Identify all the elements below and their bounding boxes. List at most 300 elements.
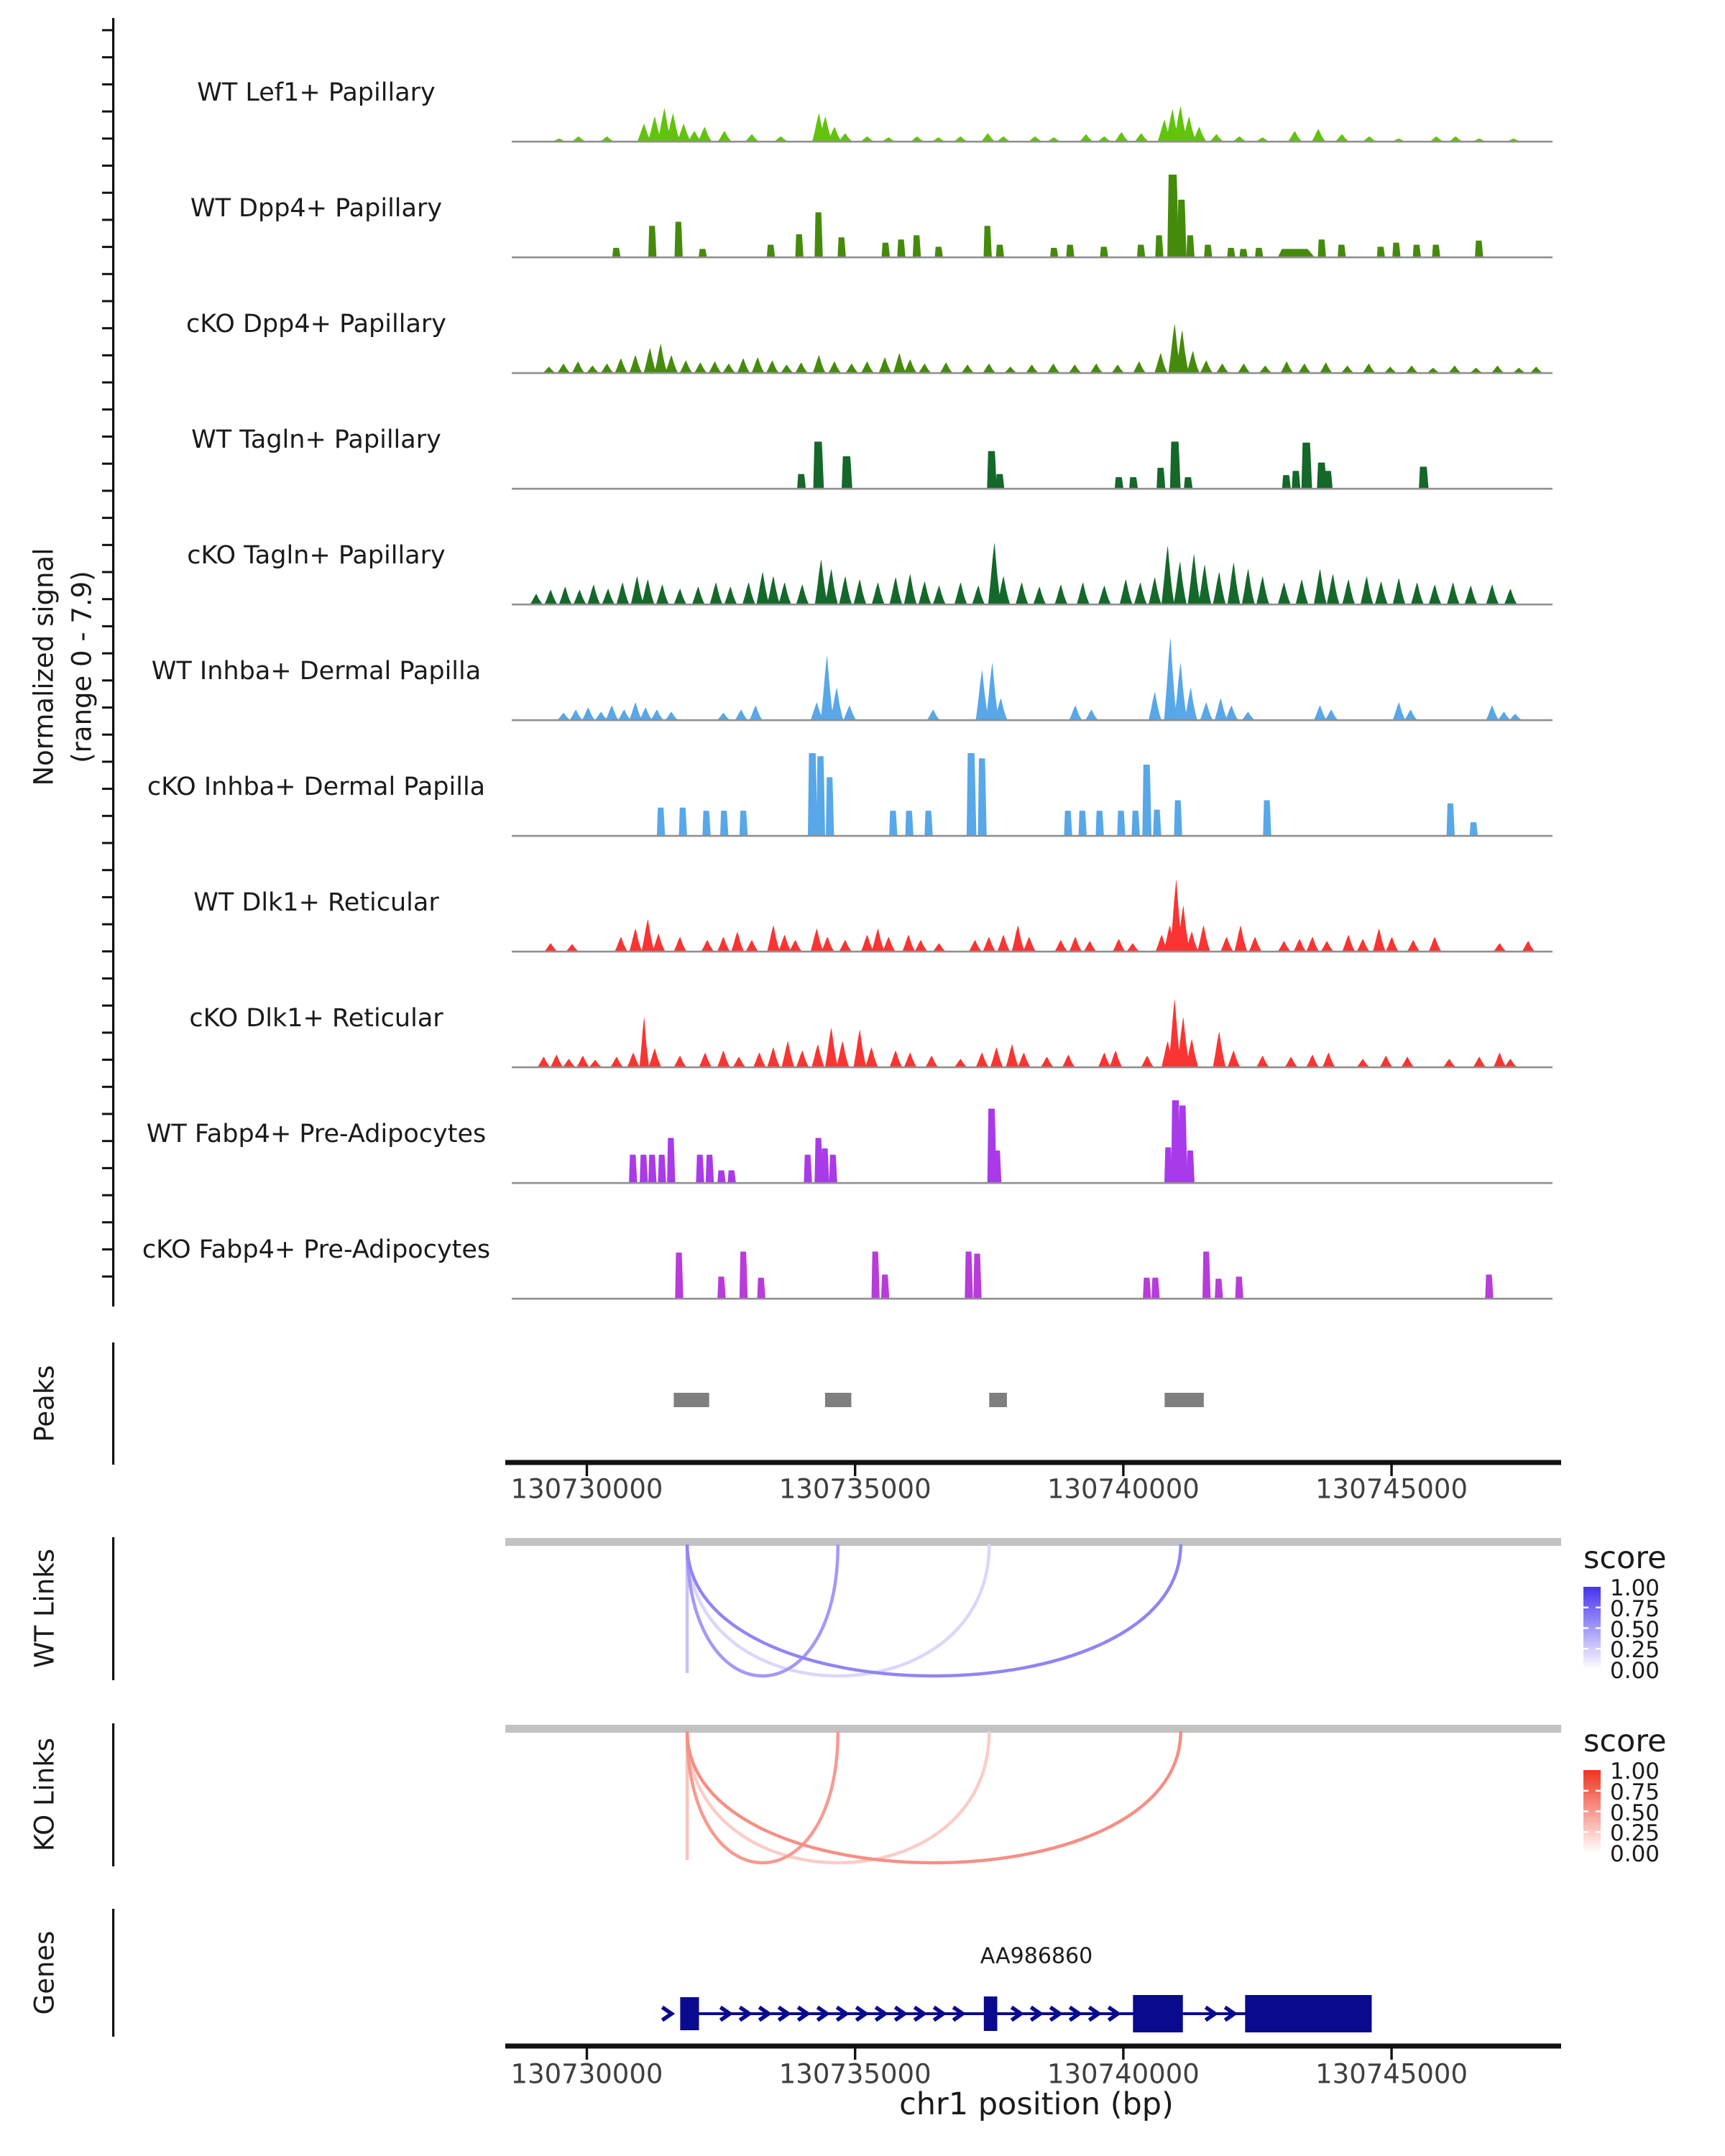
signal-area: [1432, 245, 1440, 258]
signal-area: [983, 364, 995, 373]
y-axis-tick: [102, 1248, 114, 1250]
signal-area: [576, 1056, 589, 1067]
y-axis-tick: [102, 300, 114, 303]
y-axis-tick: [102, 327, 114, 329]
signal-area: [648, 226, 656, 257]
signal-area: [1475, 241, 1484, 257]
signal-area: [1018, 1053, 1031, 1067]
signal-area: [1143, 1278, 1151, 1299]
signal-area: [1255, 248, 1263, 257]
x-tick-label-top: 130730000: [510, 1473, 663, 1505]
y-axis-tick: [102, 571, 114, 573]
y-axis-tick: [102, 598, 114, 600]
signal-area: [1294, 939, 1307, 952]
signal-area: [976, 1053, 989, 1067]
signal-area: [587, 584, 600, 604]
signal-area: [778, 582, 791, 604]
link-arc: [687, 1731, 838, 1863]
signal-area: [735, 709, 748, 720]
signal-area: [904, 1053, 917, 1067]
signal-area: [1249, 937, 1262, 952]
signal-area: [919, 364, 932, 373]
signal-area: [933, 943, 946, 952]
signal-area: [680, 361, 693, 374]
y-axis-tick: [102, 489, 114, 492]
signal-area: [1188, 554, 1201, 604]
signal-area: [1187, 235, 1195, 257]
signal-area: [1288, 131, 1302, 142]
signal-area: [1485, 1275, 1493, 1299]
score-legend-label: 0.00: [1610, 1841, 1660, 1867]
score-legend-label: 0.75: [1610, 1779, 1660, 1805]
signal-area: [998, 935, 1011, 952]
signal-area: [1361, 576, 1374, 604]
signal-baseline: [512, 835, 1552, 837]
signal-area: [1154, 353, 1167, 373]
signal-area: [694, 362, 707, 373]
signal-area: [650, 709, 663, 720]
signal-area: [935, 247, 943, 257]
signal-area: [1413, 245, 1421, 258]
signal-area: [1363, 364, 1376, 373]
signal-area: [1213, 572, 1226, 604]
y-axis-tick: [102, 896, 114, 898]
signal-area: [1200, 702, 1213, 720]
signal-area: [1177, 200, 1187, 257]
signal-area: [924, 811, 933, 836]
y-axis-tick: [102, 869, 114, 871]
peak-rect: [989, 1393, 1007, 1407]
signal-area: [781, 1041, 794, 1067]
peak-rect: [1164, 1393, 1203, 1407]
signal-area: [1320, 362, 1333, 373]
signal-area: [615, 937, 627, 952]
signal-area: [913, 235, 921, 257]
score-legend-label: 1.00: [1610, 1575, 1660, 1601]
signal-area: [538, 1056, 551, 1067]
signal-area: [1278, 249, 1315, 257]
signal-area: [1115, 132, 1129, 142]
signal-area: [1133, 361, 1146, 373]
signal-area: [1084, 941, 1097, 952]
gene-name-label: AA986860: [980, 1943, 1093, 1969]
signal-area: [677, 124, 691, 142]
panel-bracket-line: [112, 1909, 114, 2037]
signal-area: [644, 348, 657, 373]
y-axis-tick: [102, 382, 114, 384]
signal-area: [673, 589, 686, 604]
signal-area: [954, 582, 967, 604]
signal-area: [954, 1059, 967, 1067]
signal-area: [1392, 243, 1400, 257]
signal-area: [829, 1155, 837, 1183]
signal-area: [595, 711, 608, 720]
signal-area: [586, 366, 599, 373]
y-axis-tick: [102, 273, 114, 275]
signal-area: [872, 582, 885, 604]
signal-area: [1429, 584, 1442, 604]
link-arc: [687, 1544, 838, 1676]
signal-area: [640, 1155, 648, 1183]
signal-area: [717, 1171, 726, 1184]
score-legend-tick: [1596, 1831, 1601, 1833]
signal-area: [1137, 245, 1145, 258]
signal-area: [656, 584, 669, 604]
signal-area: [821, 1148, 829, 1183]
score-legend-tick: [1583, 1790, 1588, 1792]
signal-area: [1187, 1151, 1195, 1183]
signal-area: [1023, 937, 1036, 952]
x-axis-title: chr1 position (bp): [899, 2086, 1174, 2122]
signal-area: [702, 940, 714, 952]
signal-area: [1077, 582, 1090, 604]
signal-area: [821, 655, 834, 720]
score-legend-label: 0.00: [1610, 1658, 1660, 1684]
signal-baseline: [512, 719, 1552, 722]
signal-area: [1225, 706, 1238, 720]
links-anchor-bar: [505, 1725, 1561, 1733]
signal-area: [1322, 1053, 1335, 1067]
signal-area: [1341, 366, 1354, 373]
signal-area: [1080, 134, 1093, 142]
signal-area: [1306, 937, 1319, 952]
signal-area: [1342, 935, 1355, 952]
signal-area: [890, 1051, 903, 1067]
signal-area: [826, 778, 834, 837]
signal-area: [1054, 940, 1067, 952]
signal-area: [679, 808, 687, 836]
track-label: cKO Dpp4+ Papillary: [186, 310, 446, 338]
y-axis-tick: [102, 192, 114, 194]
signal-area: [1494, 1053, 1506, 1067]
signal-area: [1234, 926, 1247, 952]
signal-area: [778, 935, 791, 952]
y-axis-tick: [102, 83, 114, 86]
signal-area: [1079, 811, 1087, 836]
signal-area: [724, 586, 737, 604]
genes-panel-label: Genes: [29, 1930, 60, 2015]
y-axis-tick: [102, 29, 114, 32]
signal-area: [933, 586, 946, 604]
signal-area: [1064, 811, 1072, 836]
x-tick-label-top: 130740000: [1046, 1473, 1200, 1505]
signal-area: [1115, 477, 1123, 489]
x-tick-label-top: 130735000: [778, 1473, 932, 1505]
signal-area: [987, 451, 996, 489]
y-axis-tick: [102, 246, 114, 248]
score-legend-tick: [1596, 1607, 1601, 1608]
signal-area: [1278, 582, 1291, 604]
signal-area: [631, 576, 644, 604]
signal-area: [1100, 247, 1108, 257]
signal-area: [617, 582, 630, 604]
y-axis-tick: [102, 408, 114, 410]
signal-area: [653, 934, 666, 952]
signal-area: [696, 1155, 704, 1183]
x-tick-label-bottom: 130735000: [778, 2058, 932, 2090]
signal-area: [1041, 1056, 1054, 1067]
signal-area: [1156, 468, 1165, 489]
signal-area: [1486, 584, 1499, 604]
link-arc: [687, 1731, 1181, 1863]
signal-area: [657, 808, 665, 836]
signal-area: [828, 361, 841, 373]
signal-baseline: [512, 604, 1552, 606]
signal-area: [667, 1138, 675, 1183]
signal-area: [658, 1155, 666, 1183]
signal-area: [727, 1171, 735, 1184]
signal-area: [1263, 801, 1271, 837]
signal-area: [1213, 1032, 1226, 1068]
signal-area: [981, 133, 995, 142]
signal-area: [722, 364, 735, 373]
signal-area: [1306, 1055, 1319, 1068]
y-axis-tick: [102, 1059, 114, 1061]
y-axis-tick: [102, 923, 114, 926]
signal-area: [642, 579, 655, 604]
signal-area: [983, 937, 995, 952]
signal-area: [993, 1151, 1001, 1183]
signal-area: [1242, 711, 1255, 720]
score-legend-label: 0.25: [1610, 1820, 1660, 1847]
signal-area: [1198, 565, 1211, 604]
track-label: cKO Fabp4+ Pre-Adipocytes: [142, 1235, 491, 1264]
signal-area: [750, 706, 763, 720]
score-legend-tick: [1583, 1607, 1588, 1608]
signal-area: [1486, 706, 1499, 720]
signal-area: [698, 127, 712, 142]
track-label: cKO Inhba+ Dermal Papilla: [147, 773, 486, 801]
wt-score-legend-title: score: [1583, 1540, 1667, 1576]
y-axis-tick: [102, 1194, 114, 1197]
signal-area: [990, 1047, 1003, 1067]
signal-area: [1151, 1278, 1159, 1299]
signal-area: [1050, 248, 1058, 257]
signal-area: [648, 1155, 656, 1183]
signal-area: [1135, 133, 1149, 142]
y-axis-tick: [102, 1140, 114, 1142]
signal-area: [1236, 1276, 1243, 1299]
signal-area: [1129, 477, 1138, 489]
signal-area: [699, 1053, 712, 1067]
signal-area: [995, 474, 1004, 489]
signal-area: [717, 713, 730, 720]
signal-area: [530, 594, 543, 604]
y-axis-title: [25, 548, 101, 786]
signal-baseline: [512, 1182, 1552, 1184]
signal-area: [1324, 471, 1333, 489]
y-axis-tick: [102, 625, 114, 627]
signal-area: [1228, 1051, 1241, 1067]
signal-area: [919, 581, 932, 604]
signal-area: [1179, 1105, 1187, 1183]
signal-area: [1504, 589, 1517, 604]
signal-area: [1429, 937, 1442, 952]
y-axis-tick: [102, 1113, 114, 1115]
y-axis-tick: [102, 137, 114, 139]
y-axis-tick: [102, 436, 114, 438]
signal-area: [839, 133, 852, 142]
signal-area: [1335, 134, 1349, 142]
score-legend-tick: [1583, 1648, 1588, 1649]
signal-area: [1227, 248, 1235, 257]
score-legend-label: 0.25: [1610, 1637, 1660, 1664]
signal-area: [640, 708, 653, 721]
track-label: WT Inhba+ Dermal Papilla: [151, 657, 482, 686]
signal-area: [1240, 249, 1248, 257]
signal-area: [742, 582, 755, 604]
signal-area: [796, 234, 804, 257]
signal-area: [1090, 364, 1103, 373]
signal-area: [1202, 1252, 1210, 1299]
signal-area: [1312, 129, 1325, 142]
signal-area: [861, 361, 874, 373]
signal-area: [795, 362, 808, 373]
signal-area: [1098, 1053, 1111, 1067]
signal-area: [1375, 581, 1388, 604]
signal-area: [1380, 1056, 1393, 1067]
signal-area: [984, 226, 992, 257]
signal-area: [589, 1060, 602, 1067]
signal-area: [612, 248, 621, 257]
signal-area: [897, 239, 905, 257]
signal-area: [1187, 351, 1200, 373]
signal-area: [601, 364, 614, 373]
signal-area: [1509, 714, 1522, 720]
signal-area: [557, 364, 570, 373]
signal-area: [1004, 367, 1017, 373]
signal-area: [976, 670, 989, 720]
signal-area: [602, 589, 615, 604]
signal-area: [1278, 941, 1291, 952]
signal-area: [740, 1252, 748, 1299]
signal-area: [1142, 765, 1151, 836]
signal-area: [1110, 1051, 1123, 1067]
signal-area: [1141, 1056, 1154, 1067]
signal-area: [1164, 637, 1177, 720]
signal-area: [1357, 1059, 1370, 1067]
panel-bracket-line: [112, 1537, 114, 1680]
signal-area: [813, 355, 826, 373]
signal-area: [1259, 366, 1272, 373]
signal-area: [543, 367, 556, 373]
signal-area: [1443, 1059, 1456, 1067]
signal-area: [1162, 546, 1174, 605]
x-tick-label-top: 130745000: [1315, 1473, 1468, 1505]
signal-area: [1095, 811, 1104, 836]
signal-area: [1491, 366, 1504, 373]
signal-area: [563, 1059, 576, 1067]
signal-area: [1404, 709, 1417, 720]
signal-area: [926, 1056, 939, 1067]
signal-area: [767, 245, 775, 258]
signal-area: [1325, 709, 1338, 720]
signal-area: [881, 1275, 889, 1299]
signal-area: [1126, 943, 1139, 952]
signal-area: [692, 586, 705, 604]
signal-area: [1327, 574, 1340, 604]
gene-exon: [1133, 1995, 1182, 2032]
signal-area: [1047, 364, 1060, 373]
signal-area: [1314, 706, 1327, 720]
signal-area: [610, 1056, 623, 1067]
signal-area: [1321, 941, 1334, 952]
signal-area: [811, 1044, 824, 1067]
signal-area: [1373, 929, 1386, 952]
y-axis-tick: [102, 1031, 114, 1033]
signal-area: [1184, 688, 1197, 720]
signal-area: [927, 709, 940, 720]
signal-area: [814, 212, 823, 257]
signal-area: [837, 237, 846, 257]
signal-area: [745, 134, 759, 142]
peak-rect: [825, 1393, 852, 1407]
signal-area: [1407, 940, 1420, 952]
track-label: WT Dlk1+ Reticular: [193, 888, 439, 917]
signal-area: [962, 364, 975, 373]
signal-area: [906, 811, 914, 836]
signal-area: [1342, 579, 1355, 604]
signal-area: [1393, 702, 1406, 720]
signal-area: [740, 811, 748, 836]
score-legend-tick: [1583, 1831, 1588, 1833]
signal-area: [618, 709, 631, 720]
signal-area: [766, 361, 779, 374]
track-label: WT Lef1+ Papillary: [197, 78, 436, 107]
signal-baseline: [512, 141, 1552, 143]
signal-area: [1498, 711, 1511, 720]
signal-area: [1256, 1056, 1269, 1067]
y-axis-tick: [102, 165, 114, 167]
signal-area: [1153, 810, 1161, 836]
genome-axis-line: [505, 1460, 1561, 1465]
signal-baseline: [512, 257, 1552, 259]
signal-area: [767, 926, 780, 952]
signal-area: [737, 359, 750, 373]
signal-area: [1393, 579, 1406, 604]
y-axis-tick: [102, 56, 114, 58]
signal-baseline: [512, 951, 1552, 953]
y-axis-tick: [102, 734, 114, 736]
signal-area: [1006, 1044, 1018, 1067]
signal-area: [1411, 582, 1424, 604]
signal-area: [796, 1051, 809, 1067]
score-legend-tick: [1583, 1627, 1588, 1628]
signal-area: [1470, 822, 1478, 836]
signal-area: [854, 579, 867, 604]
signal-area: [566, 944, 579, 952]
signal-area: [1192, 127, 1206, 142]
signal-area: [551, 1055, 564, 1068]
signal-area: [1338, 245, 1346, 258]
signal-area: [872, 929, 885, 952]
signal-area: [717, 1276, 726, 1299]
signal-area: [1117, 811, 1125, 836]
signal-area: [752, 357, 765, 373]
y-axis-tick: [102, 977, 114, 980]
signal-area: [845, 364, 858, 373]
signal-area: [904, 574, 917, 604]
x-tick-label-bottom: 130730000: [510, 2058, 663, 2090]
y-axis-title-line2: (range 0 - 7.9): [66, 571, 97, 763]
signal-area: [1070, 937, 1082, 952]
signal-area: [702, 811, 711, 836]
y-axis-tick: [102, 544, 114, 546]
y-axis-tick: [102, 815, 114, 817]
signal-area: [1132, 811, 1140, 836]
signal-area: [640, 1017, 650, 1067]
signal-area: [1112, 364, 1125, 373]
